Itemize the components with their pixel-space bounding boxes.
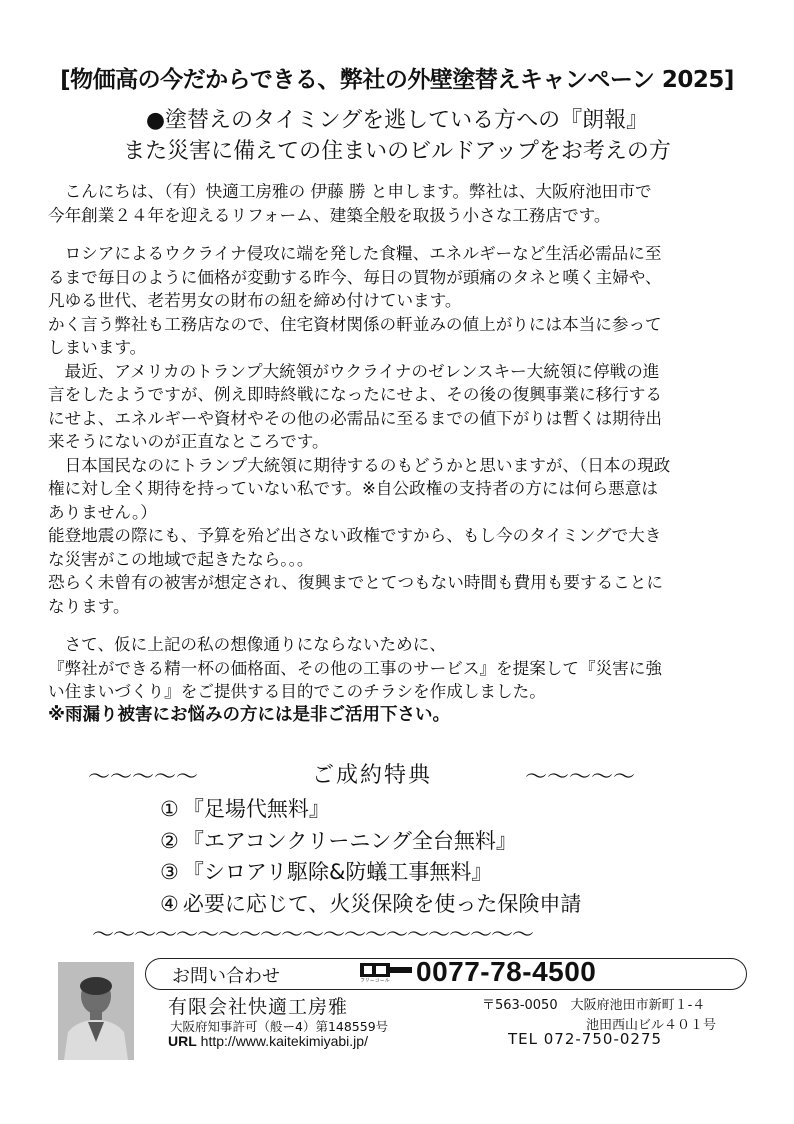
body-line: 言をしたようですが、例え即時終戦になったにせよ、その後の復興事業に移行する — [48, 385, 662, 404]
benefit-number: ① — [160, 797, 179, 821]
wave-decoration-left: ～～～～～ — [88, 765, 199, 790]
address-line-1: 〒563-0050 大阪府池田市新町１-４ — [482, 998, 706, 1013]
benefit-item — [160, 794, 720, 826]
license-number: 大阪府知事許可（般ー4）第148559号 — [170, 1019, 389, 1034]
contact-label: お問い合わせ — [172, 966, 280, 987]
body-text — [48, 180, 756, 727]
campaign-title: [物価高の今だからできる、弊社の外壁塗替えキャンペーン 2025] — [60, 67, 734, 93]
website-url[interactable] — [168, 1033, 368, 1049]
logo-caption: フリーコール — [360, 978, 390, 983]
freedial-logo — [360, 963, 412, 983]
url-label: URL — [168, 1033, 197, 1049]
benefit-text: 『エアコンクリーニング全台無料』 — [182, 828, 517, 853]
company-name: 有限会社快適工房雅 — [168, 996, 349, 1018]
body-line: 今年創業２４年を迎えるリフォーム、建築全般を取扱う小さな工務店です。 — [48, 205, 611, 225]
benefits-list — [160, 794, 720, 920]
body-line: 能登地震の際にも、予算を殆ど出さない政権ですから、もし今のタイミングで大き — [48, 526, 662, 545]
body-line: 日本国民なのにトランプ大統領に期待するのもどうかと思いますが、（日本の現政 — [48, 455, 671, 475]
wave-decoration-right: ～～～～～ — [525, 765, 636, 790]
freedial-icon — [360, 963, 412, 983]
person-photo-icon — [58, 962, 134, 1060]
body-line: ありません。） — [48, 502, 157, 522]
benefit-text: 『足場代無料』 — [182, 797, 330, 821]
benefit-number: ④ — [160, 891, 179, 916]
benefit-number: ② — [160, 828, 179, 853]
body-line: かく言う弊社も工務店なので、住宅資材関係の軒並みの値上がりには本当に参って — [48, 314, 662, 334]
body-line: しまいます。 — [48, 338, 147, 357]
benefit-item — [160, 889, 720, 921]
benefit-text: 『シロアリ駆除&防蟻工事無料』 — [182, 860, 493, 884]
body-line: 最近、アメリカのトランプ大統領がウクライナのゼレンスキー大統領に停戦の進 — [48, 361, 660, 381]
emphasis-note: ※雨漏り被害にお悩みの方には是非ご活用下さい。 — [48, 704, 451, 725]
body-line: さて、仮に上記の私の想像通りにならないために、 — [48, 635, 446, 654]
address-line-2: 池田西山ビル４０１号 — [586, 1018, 717, 1033]
body-line: こんにちは、（有）快適工房雅の 伊藤 勝 と申します。弊社は、大阪府池田市で — [48, 182, 652, 201]
body-line: にせよ、エネルギーや資材やその他の必需品に至るまでの値下がりは暫くは期待出 — [48, 408, 662, 428]
body-line: な災害がこの地域で起きたなら。。。 — [48, 549, 314, 569]
body-line: 権に対し全く期待を持っていない私です。※自公政権の支持者の方には何ら悪意は — [48, 479, 658, 498]
body-line: なります。 — [48, 596, 130, 616]
wave-decoration-bottom: ～～～～～～～～～～～～～～～～～～～～～ — [92, 923, 534, 948]
body-line: 来そうにないのが正直なところです。 — [48, 432, 329, 451]
subtitle-good-news: ●塗替えのタイミングを逃している方への『朗報』 — [145, 108, 649, 133]
body-line: 『弊社ができる精一杯の価格面、その他の工事のサービス』を提案して『災害に強 — [48, 658, 662, 678]
benefit-text: 必要に応じて、火災保険を使った保険申請 — [182, 891, 582, 916]
subtitle-disaster: また災害に備えての住まいのビルドアップをお考えの方 — [123, 139, 671, 164]
benefits-heading: ご成約特典 — [312, 763, 433, 788]
benefit-number: ③ — [160, 860, 179, 884]
body-line: ロシアによるウクライナ侵攻に端を発した食糧、エネルギーなど生活必需品に至 — [48, 244, 662, 263]
body-line: 恐らく未曾有の被害が想定され、復興までとてつもない時間も費用も要することに — [48, 573, 663, 592]
telephone[interactable]: TEL 072-750-0275 — [508, 1030, 663, 1048]
benefit-item — [160, 857, 720, 889]
url-link[interactable]: http://www.kaitekimiyabi.jp/ — [200, 1033, 368, 1049]
body-line: い住まいづくり』をご提供する目的でこのチラシを作成しました。 — [48, 682, 546, 701]
phone-number[interactable]: 0077-78-4500 — [416, 956, 597, 987]
benefit-item — [160, 826, 720, 858]
owner-photo — [58, 962, 134, 1060]
body-line: 凡ゆる世代、老若男女の財布の紐を締め付けています。 — [48, 291, 462, 310]
body-line: るまで毎日のように価格が変動する昨今、毎日の買物が頭痛のタネと嘆く主婦や、 — [48, 267, 662, 287]
